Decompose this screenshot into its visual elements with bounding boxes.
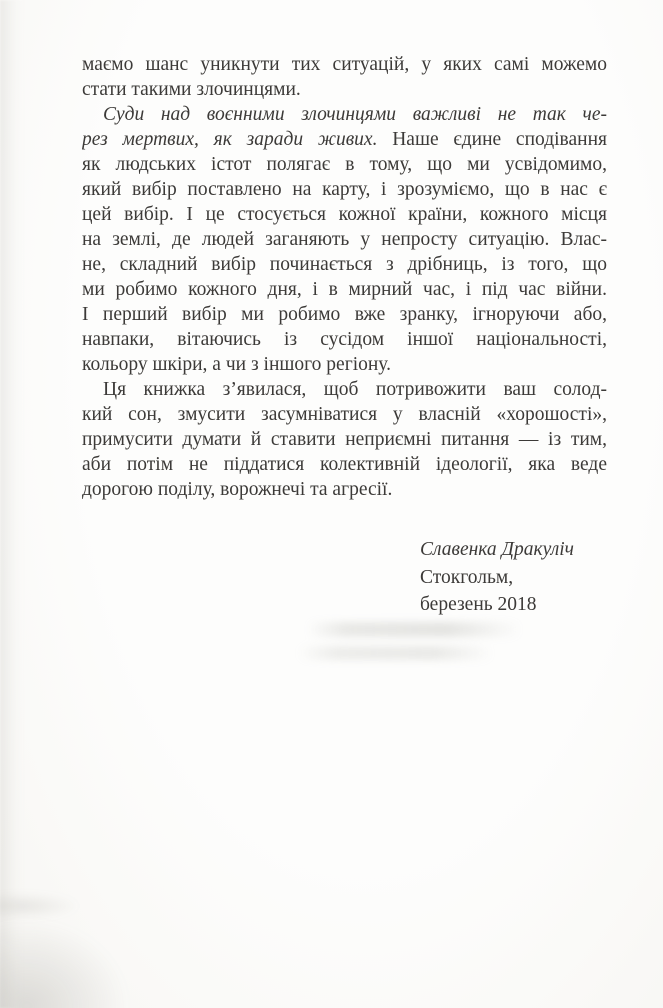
text-line: Суди над воєнними злочинцями важливі не так че- [103,104,607,125]
signature-block [420,536,574,619]
text-line: рез мертвих, як заради живих. Наше єдине сподівання [82,129,607,150]
text-line: дорогою поділу, ворожнечі та агресії. [82,479,393,500]
signature-date: березень 2018 [420,594,537,615]
scan-gutter-shadow [0,0,26,1008]
text-line: маємо шанс уникнути тих ситуацій, у яких самі можемо [82,54,607,75]
text-line: на землі, де людей заганяють у непросту ситуацію. Влас- [82,229,607,250]
scan-corner-shadow [0,916,132,1008]
signature-city: Стокгольм, [420,566,514,588]
text-line: ми робимо кожного дня, і в мирний час, і під час війни. [82,279,607,300]
text-line: І перший вибір ми робимо вже зранку, ігноруючи або, [82,304,607,325]
text-line: аби потім не піддатися колективній ідеології, яка веде [82,454,607,475]
paragraph [82,102,607,377]
text-line: не, складний вибір починається з дрібниць, із того, що [82,254,607,275]
text-line: кольору шкіри, а чи з іншого регіону. [82,354,391,375]
text-line: примусити думати й ставити неприємні питання — із тим, [82,429,607,450]
page-showthrough [293,616,531,676]
text-line: стати такими злочинцями. [82,79,301,100]
text-line: як людських істот полягає в тому, що ми усвідомимо, [82,154,607,175]
scan-edge-smudge [0,893,80,919]
signature-author: Славенка Дракуліч [420,539,574,560]
text-line: кий сон, змусити засумніватися у власній «хорошості», [82,404,607,425]
text-line: навпаки, вітаючись із сусідом іншої національності, [82,329,607,350]
paragraph [82,52,607,102]
paragraph [82,377,607,502]
text-line: Ця книжка з’явилася, щоб потривожити ваш солод- [103,379,607,400]
text-line: який вибір поставлено на карту, і зрозуміємо, що в нас є [82,179,607,200]
text-line: цей вибір. І це стосується кожної країни, кожного місця [82,204,607,225]
body-text [82,52,607,502]
